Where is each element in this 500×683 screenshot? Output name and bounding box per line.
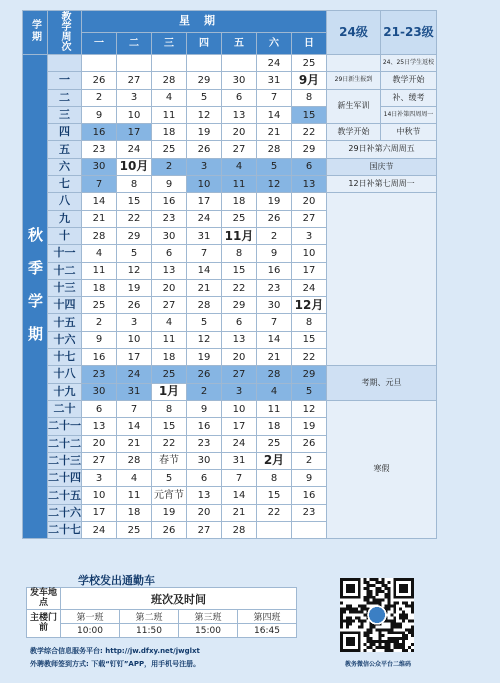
day-cell: 28	[222, 522, 257, 539]
week-number: 七	[48, 176, 82, 193]
weekday-group-header: 星期	[82, 11, 327, 33]
day-cell: 12	[187, 331, 222, 348]
day-cell: 14	[117, 418, 152, 435]
day-cell: 2	[152, 158, 187, 175]
day-cell: 10	[82, 487, 117, 504]
grade-24-header: 24级	[327, 11, 381, 55]
calendar-week-row	[23, 366, 437, 383]
week-number: 二十五	[48, 487, 82, 504]
day-cell: 9	[152, 176, 187, 193]
day-cell	[187, 55, 222, 72]
day-cell: 30	[257, 297, 292, 314]
day-cell: 2	[257, 227, 292, 244]
calendar-body	[23, 55, 437, 539]
day-cell: 20	[222, 124, 257, 141]
day-cell: 15	[222, 262, 257, 279]
calendar-note: 补、缓考	[381, 89, 437, 106]
day-cell: 12月	[292, 297, 327, 314]
day-cell: 21	[82, 210, 117, 227]
day-cell: 23	[152, 210, 187, 227]
day-cell: 4	[257, 383, 292, 400]
day-cell: 2	[187, 383, 222, 400]
day-cell: 26	[187, 366, 222, 383]
bus-time-3: 15:00	[179, 624, 238, 638]
day-cell: 27	[222, 141, 257, 158]
day-cell: 12	[292, 400, 327, 417]
day-cell: 15	[117, 193, 152, 210]
calendar-header-row-1	[23, 11, 437, 33]
week-number: 十五	[48, 314, 82, 331]
week-number: 二十四	[48, 470, 82, 487]
day-cell: 17	[117, 124, 152, 141]
week-number: 十二	[48, 262, 82, 279]
bus-shift-row	[27, 610, 297, 624]
qr-label: 教务微信公众平台二维码	[344, 661, 411, 668]
day-cell: 24	[117, 366, 152, 383]
week-number: 八	[48, 193, 82, 210]
day-cell: 10	[187, 176, 222, 193]
day-cell: 10	[292, 245, 327, 262]
day-cell: 8	[292, 89, 327, 106]
week-number: 二十	[48, 400, 82, 417]
weekday-header: 一	[82, 33, 117, 55]
day-cell: 11	[152, 331, 187, 348]
week-number: 三	[48, 106, 82, 123]
day-cell: 5	[152, 470, 187, 487]
day-cell: 31	[257, 72, 292, 89]
week-number: 九	[48, 210, 82, 227]
bus-time-row	[27, 624, 297, 638]
day-cell: 3	[117, 314, 152, 331]
day-cell: 2	[292, 452, 327, 469]
day-cell: 24	[222, 435, 257, 452]
week-number: 四	[48, 124, 82, 141]
week-number: 十一	[48, 245, 82, 262]
calendar-note: 29日补第六周周五	[327, 141, 437, 158]
day-cell: 6	[82, 400, 117, 417]
day-cell: 11	[222, 176, 257, 193]
day-cell: 15	[152, 418, 187, 435]
day-cell: 3	[292, 227, 327, 244]
day-cell: 6	[187, 470, 222, 487]
calendar-week-row	[23, 193, 437, 210]
calendar-note: 24、25日学生返校	[381, 55, 437, 72]
day-cell: 13	[222, 106, 257, 123]
day-cell: 23	[257, 279, 292, 296]
day-cell: 24	[292, 279, 327, 296]
day-cell: 17	[292, 262, 327, 279]
day-cell: 10	[117, 331, 152, 348]
day-cell: 27	[222, 366, 257, 383]
day-cell: 22	[292, 124, 327, 141]
day-cell: 3	[82, 470, 117, 487]
day-cell: 9	[82, 331, 117, 348]
day-cell: 6	[292, 158, 327, 175]
day-cell: 4	[152, 89, 187, 106]
day-cell	[222, 55, 257, 72]
school-calendar-table	[22, 10, 437, 539]
day-cell: 29	[117, 227, 152, 244]
day-cell: 17	[222, 418, 257, 435]
day-cell: 16	[257, 262, 292, 279]
calendar-note	[327, 55, 381, 72]
calendar-week-row	[23, 400, 437, 417]
day-cell: 18	[82, 279, 117, 296]
bus-shift-header: 班次及时间	[61, 588, 297, 610]
day-cell: 10	[222, 400, 257, 417]
day-cell: 22	[117, 210, 152, 227]
week-number: 二十七	[48, 522, 82, 539]
day-cell: 14	[82, 193, 117, 210]
day-cell: 28	[152, 72, 187, 89]
grade-2123-header: 21-23级	[381, 11, 437, 55]
day-cell: 29	[292, 141, 327, 158]
day-cell: 31	[187, 227, 222, 244]
week-number	[48, 55, 82, 72]
day-cell: 6	[152, 245, 187, 262]
day-cell: 18	[222, 193, 257, 210]
day-cell: 30	[222, 72, 257, 89]
day-cell: 13	[292, 176, 327, 193]
day-cell: 16	[82, 124, 117, 141]
day-cell: 7	[187, 245, 222, 262]
day-cell: 13	[82, 418, 117, 435]
day-cell: 30	[187, 452, 222, 469]
week-number: 二	[48, 89, 82, 106]
week-number: 十六	[48, 331, 82, 348]
day-cell: 27	[82, 452, 117, 469]
day-cell: 18	[257, 418, 292, 435]
calendar-week-row	[23, 176, 437, 193]
week-number: 六	[48, 158, 82, 175]
signin-instructions: 外聘教师签到方式: 下载“钉钉”APP，用手机号注册。	[30, 660, 201, 668]
bus-header-row	[27, 588, 297, 610]
day-cell: 20	[152, 279, 187, 296]
day-cell: 18	[117, 504, 152, 521]
teach-week-header: 教学周次	[48, 11, 82, 55]
day-cell: 28	[187, 297, 222, 314]
day-cell: 28	[117, 452, 152, 469]
day-cell: 26	[117, 297, 152, 314]
bus-shift-4: 第四班	[238, 610, 297, 624]
term-header: 学期	[23, 11, 48, 55]
day-cell: 8	[152, 400, 187, 417]
day-cell: 5	[187, 314, 222, 331]
week-number: 一	[48, 72, 82, 89]
calendar-note: 中秋节	[381, 124, 437, 141]
bus-location: 主楼门前	[27, 610, 61, 638]
weekday-header: 四	[187, 33, 222, 55]
day-cell: 21	[257, 349, 292, 366]
day-cell: 7	[117, 400, 152, 417]
bus-place-label: 发车地点	[27, 588, 61, 610]
week-number: 十三	[48, 279, 82, 296]
day-cell: 4	[222, 158, 257, 175]
day-cell	[82, 55, 117, 72]
day-cell: 11	[82, 262, 117, 279]
day-cell: 13	[152, 262, 187, 279]
calendar-week-row	[23, 89, 437, 106]
day-cell: 24	[82, 522, 117, 539]
day-cell: 3	[187, 158, 222, 175]
weekday-header: 二	[117, 33, 152, 55]
calendar-note	[327, 193, 437, 366]
bus-time-4: 16:45	[238, 624, 297, 638]
day-cell: 22	[292, 349, 327, 366]
day-cell: 27	[187, 522, 222, 539]
day-cell: 17	[117, 349, 152, 366]
day-cell: 23	[292, 504, 327, 521]
day-cell: 31	[117, 383, 152, 400]
day-cell: 25	[152, 366, 187, 383]
calendar-note: 国庆节	[327, 158, 437, 175]
day-cell	[257, 522, 292, 539]
day-cell: 13	[222, 331, 257, 348]
qr-code-icon	[340, 578, 414, 652]
day-cell: 14	[222, 487, 257, 504]
day-cell: 28	[82, 227, 117, 244]
day-cell: 21	[187, 279, 222, 296]
calendar-note: 29日新生报到	[327, 72, 381, 89]
day-cell: 23	[82, 141, 117, 158]
day-cell: 26	[257, 210, 292, 227]
day-cell: 25	[292, 55, 327, 72]
day-cell: 7	[82, 176, 117, 193]
day-cell: 20	[292, 193, 327, 210]
day-cell: 1月	[152, 383, 187, 400]
day-cell: 26	[187, 141, 222, 158]
day-cell: 25	[257, 435, 292, 452]
day-cell: 4	[117, 470, 152, 487]
day-cell: 26	[292, 435, 327, 452]
day-cell: 13	[187, 487, 222, 504]
week-number: 十八	[48, 366, 82, 383]
day-cell: 20	[82, 435, 117, 452]
day-cell: 11	[117, 487, 152, 504]
day-cell: 14	[257, 106, 292, 123]
day-cell: 6	[222, 89, 257, 106]
day-cell: 19	[117, 279, 152, 296]
day-cell: 15	[292, 106, 327, 123]
day-cell: 24	[257, 55, 292, 72]
day-cell: 28	[257, 141, 292, 158]
day-cell: 29	[292, 366, 327, 383]
day-cell: 28	[257, 366, 292, 383]
day-cell: 7	[222, 470, 257, 487]
day-cell: 16	[292, 487, 327, 504]
day-cell: 3	[222, 383, 257, 400]
day-cell: 5	[187, 89, 222, 106]
day-cell: 10	[117, 106, 152, 123]
day-cell: 4	[152, 314, 187, 331]
day-cell: 8	[292, 314, 327, 331]
day-cell: 11	[257, 400, 292, 417]
calendar-week-row	[23, 141, 437, 158]
day-cell: 19	[187, 349, 222, 366]
bus-time-2: 11:50	[120, 624, 179, 638]
weekday-header: 五	[222, 33, 257, 55]
day-cell: 16	[152, 193, 187, 210]
week-number: 二十一	[48, 418, 82, 435]
day-cell: 8	[257, 470, 292, 487]
day-cell: 9	[257, 245, 292, 262]
day-cell: 7	[257, 89, 292, 106]
day-cell: 22	[222, 279, 257, 296]
day-cell: 24	[117, 141, 152, 158]
day-cell: 12	[257, 176, 292, 193]
day-cell: 27	[292, 210, 327, 227]
day-cell: 19	[292, 418, 327, 435]
day-cell: 20	[187, 504, 222, 521]
calendar-note: 新生军训	[327, 89, 381, 124]
day-cell: 14	[257, 331, 292, 348]
week-number: 十四	[48, 297, 82, 314]
day-cell: 25	[117, 522, 152, 539]
day-cell: 30	[82, 158, 117, 175]
bus-shift-2: 第二班	[120, 610, 179, 624]
day-cell: 2	[82, 314, 117, 331]
calendar-week-row	[23, 72, 437, 89]
day-cell: 20	[222, 349, 257, 366]
weekday-header: 六	[257, 33, 292, 55]
week-number: 十七	[48, 349, 82, 366]
day-cell: 11	[152, 106, 187, 123]
day-cell: 4	[82, 245, 117, 262]
week-number: 五	[48, 141, 82, 158]
day-cell: 9	[187, 400, 222, 417]
week-number: 二十二	[48, 435, 82, 452]
day-cell	[117, 55, 152, 72]
day-cell: 16	[187, 418, 222, 435]
calendar-note: 寒假	[327, 400, 437, 538]
platform-link[interactable]: 教学综合信息服务平台: http://jw.dfxy.net/jwglxt	[30, 647, 200, 655]
day-cell	[292, 522, 327, 539]
day-cell: 5	[292, 383, 327, 400]
day-cell: 30	[152, 227, 187, 244]
day-cell: 19	[152, 504, 187, 521]
day-cell: 27	[117, 72, 152, 89]
day-cell: 25	[82, 297, 117, 314]
day-cell: 12	[187, 106, 222, 123]
weekday-header: 日	[292, 33, 327, 55]
calendar-note: 考期、元旦	[327, 366, 437, 401]
day-cell: 9月	[292, 72, 327, 89]
weekday-header: 三	[152, 33, 187, 55]
bus-time-1: 10:00	[61, 624, 120, 638]
bus-shift-3: 第三班	[179, 610, 238, 624]
week-number: 十九	[48, 383, 82, 400]
day-cell: 16	[82, 349, 117, 366]
day-cell: 22	[152, 435, 187, 452]
day-cell: 15	[292, 331, 327, 348]
day-cell: 2	[82, 89, 117, 106]
day-cell: 21	[222, 504, 257, 521]
bus-schedule-table	[26, 587, 297, 638]
day-cell: 21	[257, 124, 292, 141]
day-cell: 21	[117, 435, 152, 452]
day-cell: 22	[257, 504, 292, 521]
day-cell: 23	[187, 435, 222, 452]
day-cell: 8	[117, 176, 152, 193]
day-cell: 23	[82, 366, 117, 383]
day-cell: 8	[222, 245, 257, 262]
day-cell: 18	[152, 124, 187, 141]
calendar-note: 教学开始	[381, 72, 437, 89]
day-cell: 5	[117, 245, 152, 262]
day-cell: 10月	[117, 158, 152, 175]
calendar-week-row	[23, 124, 437, 141]
day-cell: 29	[222, 297, 257, 314]
day-cell: 5	[257, 158, 292, 175]
day-cell: 15	[257, 487, 292, 504]
day-cell: 9	[82, 106, 117, 123]
day-cell: 11月	[222, 227, 257, 244]
day-cell: 7	[257, 314, 292, 331]
day-cell: 25	[152, 141, 187, 158]
calendar-note: 14日补第四周周一	[381, 106, 437, 123]
day-cell: 29	[187, 72, 222, 89]
day-cell: 2月	[257, 452, 292, 469]
day-cell: 27	[152, 297, 187, 314]
bus-title: 学校发出通勤车	[78, 574, 155, 587]
day-cell: 19	[257, 193, 292, 210]
day-cell: 26	[152, 522, 187, 539]
day-cell: 9	[292, 470, 327, 487]
day-cell: 17	[82, 504, 117, 521]
day-cell: 元宵节	[152, 487, 187, 504]
day-cell: 春节	[152, 452, 187, 469]
day-cell: 12	[117, 262, 152, 279]
day-cell: 14	[187, 262, 222, 279]
calendar-note: 12日补第七周周一	[327, 176, 437, 193]
term-label: 秋季学期	[23, 55, 48, 539]
day-cell: 30	[82, 383, 117, 400]
day-cell: 31	[222, 452, 257, 469]
day-cell	[152, 55, 187, 72]
day-cell: 6	[222, 314, 257, 331]
calendar-week-row	[23, 158, 437, 175]
calendar-week-row	[23, 55, 437, 72]
bus-shift-1: 第一班	[61, 610, 120, 624]
day-cell: 18	[152, 349, 187, 366]
day-cell: 19	[187, 124, 222, 141]
week-number: 二十六	[48, 504, 82, 521]
week-number: 二十三	[48, 452, 82, 469]
day-cell: 25	[222, 210, 257, 227]
calendar-note: 教学开始	[327, 124, 381, 141]
day-cell: 17	[187, 193, 222, 210]
week-number: 十	[48, 227, 82, 244]
day-cell: 24	[187, 210, 222, 227]
day-cell: 3	[117, 89, 152, 106]
day-cell: 26	[82, 72, 117, 89]
